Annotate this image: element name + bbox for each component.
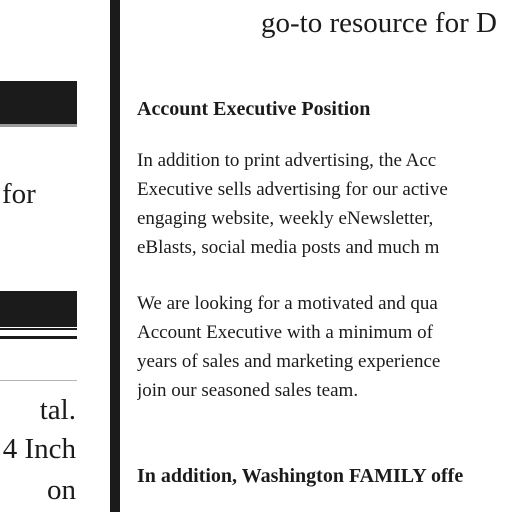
sidebar-line: 4 Inch bbox=[2, 433, 76, 465]
sidebar-divider-line bbox=[0, 328, 77, 330]
sidebar-text-fragment: for bbox=[2, 178, 36, 210]
paragraph-1 bbox=[137, 146, 512, 262]
paragraph-line: engaging website, weekly eNewsletter, bbox=[137, 208, 434, 229]
main-content bbox=[137, 0, 512, 512]
left-sidebar bbox=[0, 0, 110, 512]
sidebar-line: tal. bbox=[39, 394, 76, 426]
paragraph-line: We are looking for a motivated and qua bbox=[137, 293, 438, 314]
section-heading-2: In addition, Washington FAMILY offe bbox=[137, 465, 464, 487]
paragraph-2 bbox=[137, 289, 512, 405]
paragraph-line: join our seasoned sales team. bbox=[137, 380, 359, 401]
sidebar-header-bar bbox=[0, 81, 77, 124]
paragraph-line: eBlasts, social media posts and much m bbox=[137, 237, 440, 258]
paragraph-line: Account Executive with a minimum of bbox=[137, 322, 434, 343]
sidebar-section-bar bbox=[0, 291, 77, 327]
paragraph-line: Executive sells advertising for our active bbox=[137, 179, 448, 200]
column-divider bbox=[110, 0, 120, 512]
sidebar-divider-line bbox=[0, 336, 77, 339]
headline-line-2: go-to resource for D bbox=[261, 7, 497, 39]
section-heading: Account Executive Position bbox=[137, 98, 371, 120]
paragraph-line: In addition to print advertising, the Acc bbox=[137, 150, 437, 171]
sidebar-rule bbox=[0, 124, 77, 127]
paragraph-line: years of sales and marketing experience bbox=[137, 351, 441, 372]
sidebar-line: on bbox=[47, 474, 76, 506]
sidebar-grey-rule bbox=[0, 380, 77, 381]
page-headline bbox=[137, 0, 512, 44]
